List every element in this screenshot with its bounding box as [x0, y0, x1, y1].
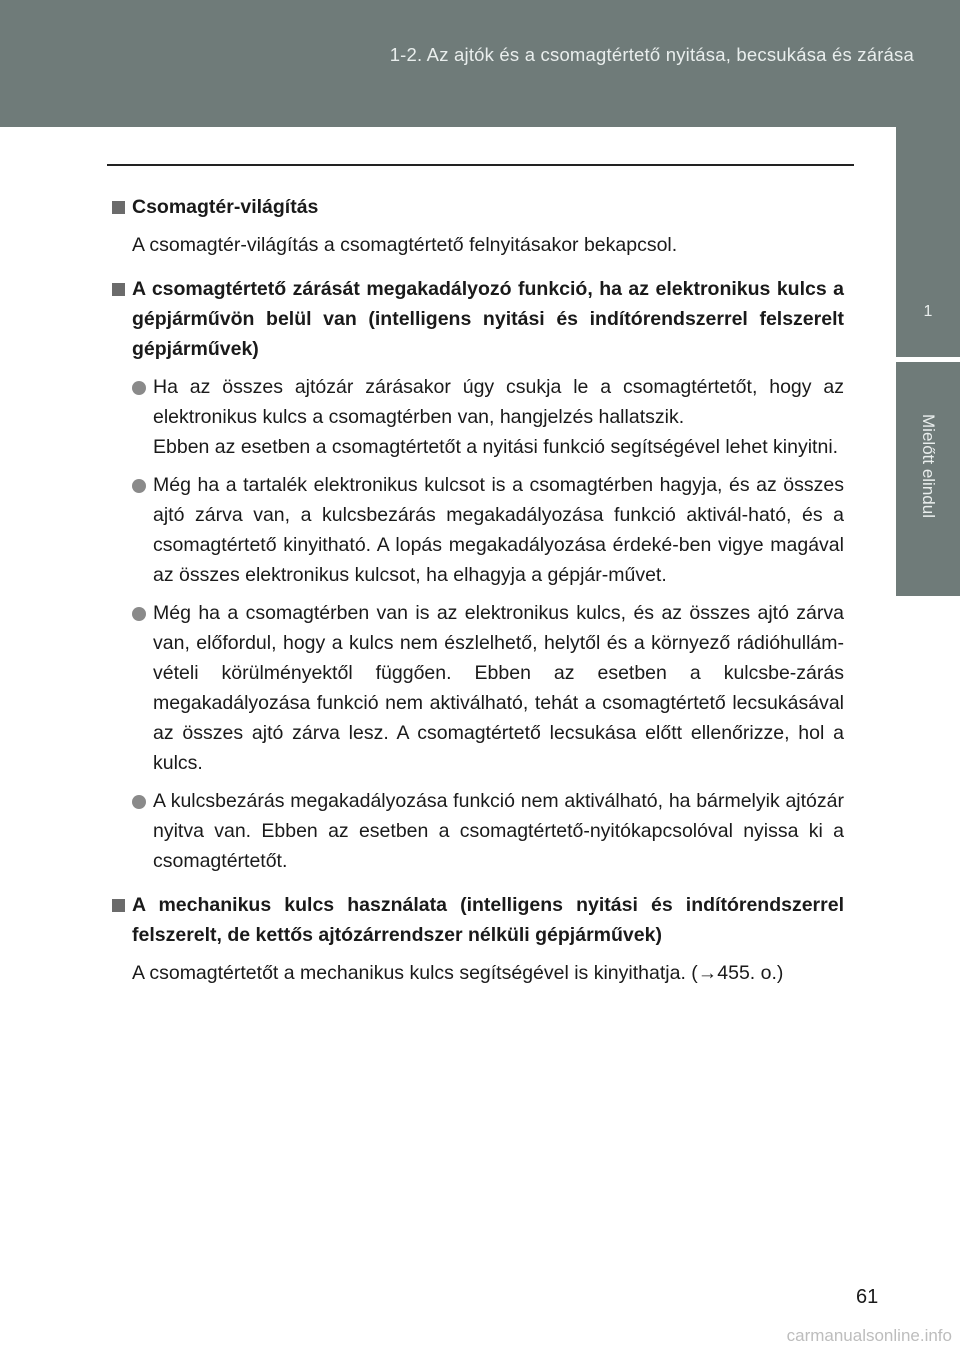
bullet-item	[132, 598, 844, 778]
square-bullet-icon	[112, 283, 125, 296]
chapter-label-tab	[896, 362, 960, 596]
heading-text: A mechanikus kulcs használata (intelligens nyitási és indítórendszerrel felszerelt, de kettős ajtózárrendszer nélküli gépjárművek)	[132, 894, 844, 946]
bullet-item	[132, 372, 844, 462]
section-title: 1-2. Az ajtók és a csomagtértető nyitása, becsukása és zárása	[389, 44, 914, 65]
square-bullet-icon	[112, 899, 125, 912]
chapter-label: Mielőtt elindul	[919, 414, 938, 518]
square-bullet-icon	[112, 201, 125, 214]
top-rule	[107, 164, 854, 166]
bullet-text: Ha az összes ajtózár zárásakor úgy csukja le a csomagtértetőt, hogy az elektronikus kulcs a csomagtérben van, hangjelzés hallatszik.	[153, 376, 844, 428]
bullet-text: Még ha a tartalék elektronikus kulcsot is a csomagtérben hagyja, és az összes ajtó zárva van, a kulcsbezárás megakadályozása funkció aktivál-ható, és a csomagtértető kinyitható. A lopás megakadályozása érdeké-ben vigye magával az összes elektronikus kulcsot, ha elhagyja a gépjár-művet.	[153, 474, 844, 586]
round-bullet-icon	[132, 795, 146, 809]
round-bullet-icon	[132, 381, 146, 395]
header-band	[0, 0, 960, 127]
page-number: 61	[856, 1286, 879, 1308]
round-bullet-icon	[132, 479, 146, 493]
heading-mechanical-key	[110, 890, 844, 950]
bullet-text: A kulcsbezárás megakadályozása funkció nem aktiválható, ha bármelyik ajtózár nyitva van. Ebben az esetben a csomagtértető-nyitókapcsolóval nyissa ki a csomagtértetőt.	[153, 790, 844, 872]
watermark: carmanualsonline.info	[786, 1326, 952, 1345]
paragraph: A csomagtér-világítás a csomagtértető felnyitásakor bekapcsol.	[132, 234, 678, 256]
heading-text: A csomagtértető zárását megakadályozó funkció, ha az elektronikus kulcs a gépjárművön belül van (intelligens nyitási és indítórendszerrel felszerelt gépjárművek)	[132, 278, 844, 360]
chapter-number: 1	[923, 303, 933, 320]
heading-lockout-prevention	[110, 274, 844, 364]
heading-luggage-light	[110, 192, 844, 222]
chapter-tab	[896, 127, 960, 357]
bullet-text: Még ha a csomagtérben van is az elektronikus kulcs, és az összes ajtó zárva van, előfordul, hogy a kulcs nem észlelhető, helytől és a környező rádióhullám-vételi körülményektől függően. Ebben az esetben a kulcsbe-zárás megakadályozása funkció nem aktiválható, tehát a csomagtértető lecsukásával az összes ajtó zárva lesz. A csomagtértető lecsukása előtt ellenőrizze, hol a kulcs.	[153, 602, 844, 774]
bullet-item	[132, 470, 844, 590]
page-content	[110, 192, 844, 988]
bullet-item	[132, 786, 844, 876]
heading-text: Csomagtér-világítás	[132, 196, 319, 218]
bullet-text: Ebben az esetben a csomagtértetőt a nyitási funkció segítségével lehet kinyitni.	[153, 436, 839, 458]
round-bullet-icon	[132, 607, 146, 621]
paragraph: A csomagtértetőt a mechanikus kulcs segítségével is kinyithatja. (→455. o.)	[132, 962, 784, 984]
